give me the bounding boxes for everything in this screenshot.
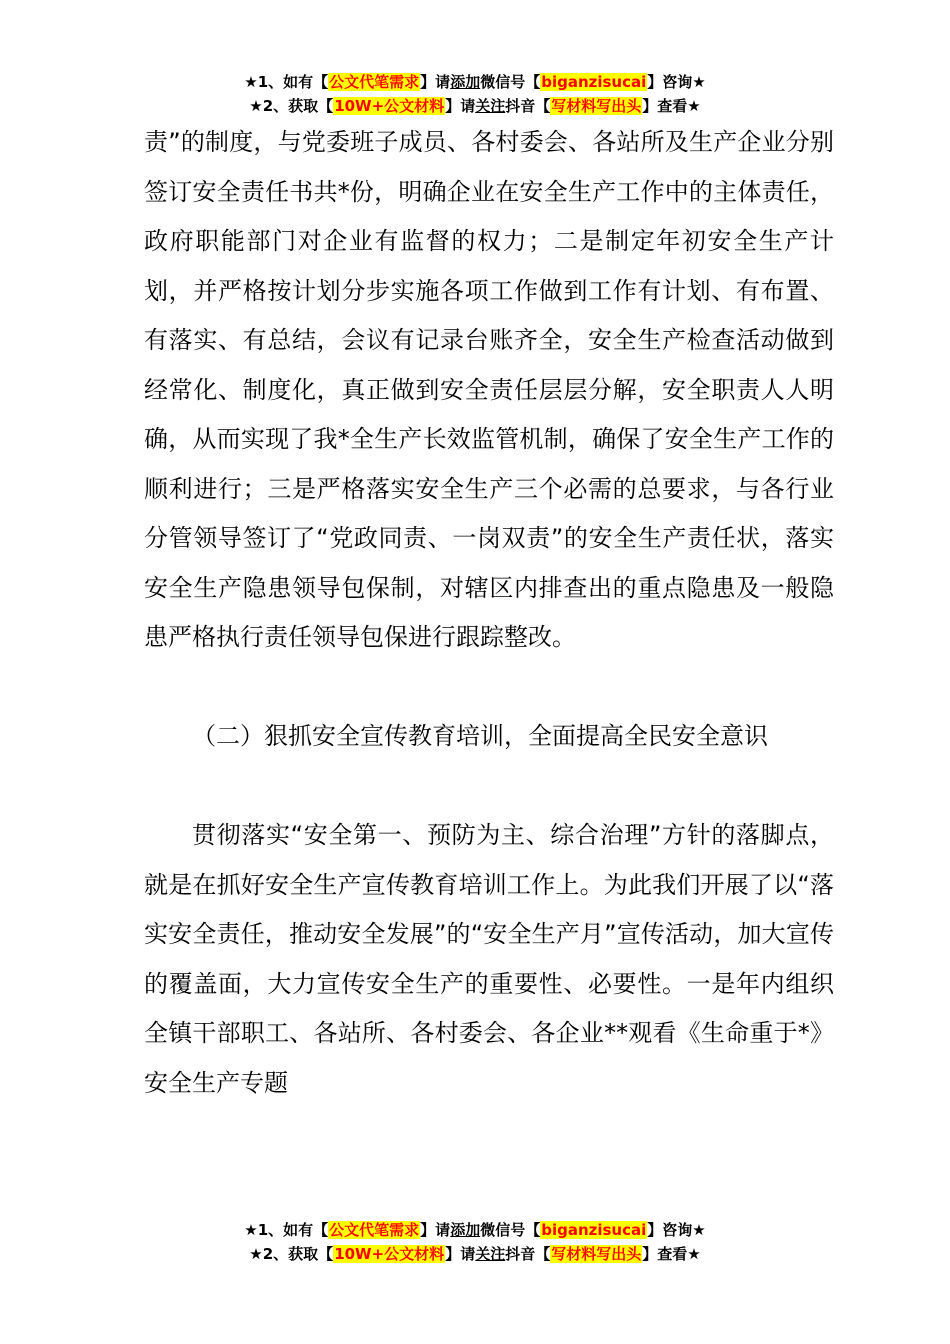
banner-highlight: 写材料写出头 [551, 1245, 642, 1263]
banner-highlight: 10W+公文材料 [334, 1245, 445, 1263]
paragraph-gap [144, 762, 834, 812]
banner-text: 微信号【 [480, 1221, 541, 1239]
banner-highlight: 写材料写出头 [551, 97, 642, 115]
banner-line-1 [0, 1218, 950, 1242]
paragraph-1: 责”的制度，与党委班子成员、各村委会、各站所及生产企业分别签订安全责任书共*份，明确企业在安全生产工作中的主体责任，政府职能部门对企业有监督的权力；二是制定年初安全生产计划，并严格按计划分步实施各项工作做到工作有计划、有布置、有落实、有总结，会议有记录台账齐全，安全生产检查活动做到经常化、制度化，真正做到安全责任层层分解，安全职责人人明确，从而实现了我*全生产长效监管机制，确保了安全生产工作的顺利进行；三是严格落实安全生产三个必需的总要求，与各行业分管领导签订了“党政同责、一岗双责”的安全生产责任状，落实安全生产隐患领导包保制，对辖区内排查出的重点隐患及一般隐患严格执行责任领导包保进行跟踪整改。 [144, 128, 834, 651]
banner-text: 微信号【 [480, 73, 541, 91]
banner-line-1 [0, 70, 950, 94]
banner-underlined-text: 关注 [475, 1245, 506, 1263]
banner-text: ★1、如有【 [244, 73, 329, 91]
banner-text: 】请 [420, 73, 451, 91]
banner-underlined-text: 关注 [475, 97, 506, 115]
banner-text: 】查看★ [642, 97, 701, 115]
banner-highlight: 10W+公文材料 [334, 97, 445, 115]
document-body [144, 118, 834, 1108]
banner-line-2 [0, 1242, 950, 1266]
section-heading: （二）狠抓安全宣传教育培训，全面提高全民安全意识 [192, 722, 768, 750]
banner-highlight: 公文代笔需求 [329, 73, 420, 91]
header-banner [0, 70, 950, 118]
banner-text: 】请 [445, 97, 476, 115]
banner-line-2 [0, 94, 950, 118]
banner-text: 】请 [445, 1245, 476, 1263]
banner-highlight: biganzisucai [541, 1221, 647, 1239]
banner-text: 抖音【 [505, 97, 551, 115]
paragraph-2: 贯彻落实“安全第一、预防为主、综合治理”方针的落脚点，就是在抓好安全生产宣传教育培训工作上。为此我们开展了以“落实安全责任，推动安全发展”的“安全生产月”宣传活动，加大宣传的覆盖面，大力宣传安全生产的重要性、必要性。一是年内组织全镇干部职工、各站所、各村委会、各企业**观看《生命重于*》安全生产专题 [144, 821, 834, 1097]
banner-underlined-text: 添加 [450, 73, 481, 91]
banner-underlined-text: 添加 [450, 1221, 481, 1239]
banner-text: 抖音【 [505, 1245, 551, 1263]
banner-text: 】咨询★ [647, 1221, 706, 1239]
banner-text: ★2、获取【 [249, 1245, 334, 1263]
banner-text: ★2、获取【 [249, 97, 334, 115]
footer-banner [0, 1218, 950, 1266]
banner-text: 】查看★ [642, 1245, 701, 1263]
banner-text: ★1、如有【 [244, 1221, 329, 1239]
banner-highlight: biganzisucai [541, 73, 647, 91]
paragraph-gap [144, 663, 834, 713]
banner-text: 】请 [420, 1221, 451, 1239]
banner-text: 】咨询★ [647, 73, 706, 91]
banner-highlight: 公文代笔需求 [329, 1221, 420, 1239]
